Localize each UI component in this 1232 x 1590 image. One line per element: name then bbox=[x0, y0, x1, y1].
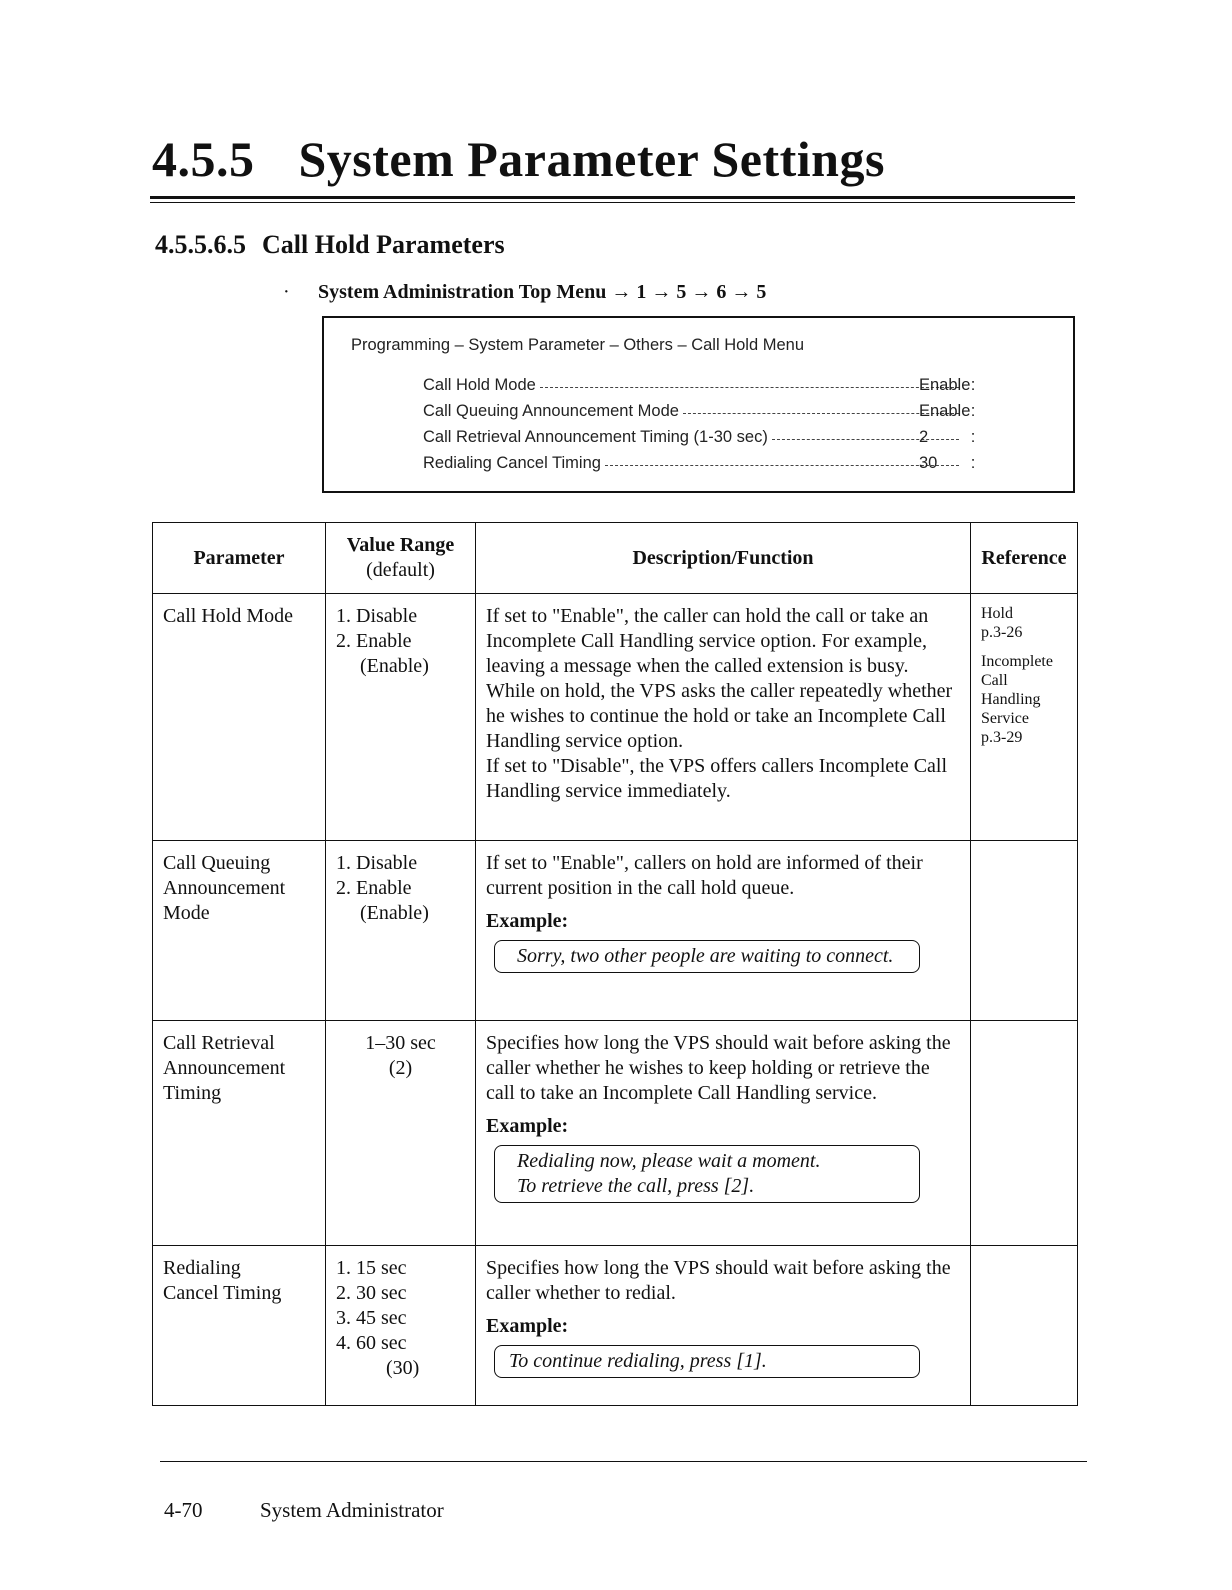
value-default: (2) bbox=[388, 1057, 413, 1079]
description-cell bbox=[476, 1246, 971, 1406]
footer-rule bbox=[160, 1461, 1087, 1462]
row-label: Redialing Cancel Timing bbox=[423, 454, 601, 472]
description-text: If set to "Enable", the caller can hold the call or take an Incomplete Call Handling service option. For example, leaving a message when the called extension is busy. bbox=[486, 605, 929, 677]
value-option: 1. 15 sec bbox=[336, 1257, 407, 1279]
value-default: (Enable) bbox=[360, 902, 429, 924]
value-option: 1. Disable bbox=[336, 605, 418, 627]
reference-cell bbox=[971, 1246, 1078, 1406]
example-text: To retrieve the call, press [2]. bbox=[517, 1175, 755, 1197]
parameter-name: Call Queuing bbox=[163, 852, 271, 874]
example-text: Redialing now, please wait a moment. bbox=[517, 1150, 821, 1172]
example-label: Example: bbox=[486, 1115, 569, 1137]
parameter-name: Timing bbox=[163, 1082, 222, 1104]
parameter-table bbox=[152, 522, 1078, 1406]
header-value-range bbox=[326, 523, 476, 594]
reference-link: Hold bbox=[981, 605, 1013, 622]
value-option: 1. Disable bbox=[336, 852, 418, 874]
example-text: Sorry, two other people are waiting to connect. bbox=[517, 945, 894, 967]
subsection-number: 4.5.5.6.5 bbox=[155, 230, 246, 259]
parameter-name: Announcement bbox=[163, 877, 286, 899]
page-title bbox=[152, 130, 885, 188]
table-row bbox=[153, 594, 1078, 841]
value-cell bbox=[326, 1246, 476, 1406]
row-value: 30 bbox=[919, 454, 938, 472]
description-text: If set to "Disable", the VPS offers callers Incomplete Call Handling service immediately. bbox=[486, 755, 948, 802]
menu-path: System Administration Top Menu → 1 → 5 → 6 → 5 bbox=[318, 281, 767, 303]
parameter-cell bbox=[153, 1246, 326, 1406]
colon: : bbox=[970, 376, 976, 394]
row-value: Enable bbox=[919, 402, 971, 420]
example-text: To continue redialing, press [1]. bbox=[509, 1350, 767, 1372]
table-row bbox=[153, 1246, 1078, 1406]
reference-cell bbox=[971, 1021, 1078, 1246]
example-label: Example: bbox=[486, 1315, 569, 1337]
value-cell bbox=[326, 1021, 476, 1246]
example-box bbox=[494, 940, 920, 973]
header-description: Description/Function bbox=[476, 523, 971, 594]
table-row bbox=[153, 1021, 1078, 1246]
subsection-heading bbox=[155, 230, 505, 260]
description-cell bbox=[476, 841, 971, 1021]
section-title: System Parameter Settings bbox=[298, 131, 885, 187]
leader bbox=[605, 465, 959, 466]
screen-row bbox=[423, 376, 983, 395]
parameter-name: Cancel Timing bbox=[163, 1282, 282, 1304]
screen-row bbox=[423, 402, 983, 421]
leader bbox=[683, 413, 959, 414]
colon: : bbox=[970, 454, 976, 472]
parameter-cell bbox=[153, 594, 326, 841]
colon: : bbox=[970, 428, 976, 446]
value-option: 2. Enable bbox=[336, 630, 412, 652]
example-box bbox=[494, 1145, 920, 1203]
parameter-name: Call Retrieval bbox=[163, 1032, 275, 1054]
header-parameter: Parameter bbox=[153, 523, 326, 594]
leader bbox=[540, 387, 959, 388]
header-reference: Reference bbox=[971, 523, 1078, 594]
reference-link: Incomplete Call Handling Service bbox=[981, 653, 1053, 727]
row-value: 2 bbox=[919, 428, 929, 446]
value-option: 4. 60 sec bbox=[336, 1332, 407, 1354]
row-label: Call Hold Mode bbox=[423, 376, 536, 394]
table-header bbox=[153, 523, 1078, 594]
value-cell bbox=[326, 594, 476, 841]
reference-cell bbox=[971, 594, 1078, 841]
value-default: (Enable) bbox=[360, 655, 429, 677]
parameter-name: Mode bbox=[163, 902, 210, 924]
bullet: · bbox=[283, 281, 290, 303]
reference-cell bbox=[971, 841, 1078, 1021]
screen-header: Programming – System Parameter – Others – Call Hold Menu bbox=[351, 336, 805, 354]
screen-row bbox=[423, 428, 983, 447]
description-text: Specifies how long the VPS should wait before asking the caller whether to redial. bbox=[486, 1257, 951, 1304]
value-range-label: Value Range bbox=[346, 534, 455, 556]
default-label: (default) bbox=[366, 559, 435, 581]
example-box bbox=[494, 1345, 920, 1378]
description-text: If set to "Enable", callers on hold are informed of their current position in the call hold queue. bbox=[486, 852, 923, 899]
title-rule bbox=[150, 196, 1075, 199]
row-value: Enable bbox=[919, 376, 971, 394]
value-option: 3. 45 sec bbox=[336, 1307, 407, 1329]
example-label: Example: bbox=[486, 910, 569, 932]
parameter-cell bbox=[153, 1021, 326, 1246]
row-label: Call Retrieval Announcement Timing (1-30 sec) bbox=[423, 428, 768, 446]
page-number: 4-70 bbox=[164, 1498, 203, 1522]
parameter-cell bbox=[153, 841, 326, 1021]
table-row bbox=[153, 841, 1078, 1021]
subsection-title: Call Hold Parameters bbox=[262, 230, 505, 259]
value-option: 2. 30 sec bbox=[336, 1282, 407, 1304]
colon: : bbox=[970, 402, 976, 420]
value-default: (30) bbox=[386, 1357, 420, 1379]
reference-page: p.3-29 bbox=[981, 729, 1023, 746]
description-text: While on hold, the VPS asks the caller repeatedly whether he wishes to continue the hold or take an Incomplete Call Handling service option. bbox=[486, 680, 953, 752]
screen-row bbox=[423, 454, 983, 473]
section-number: 4.5.5 bbox=[152, 131, 255, 187]
parameter-name: Announcement bbox=[163, 1057, 286, 1079]
leader bbox=[772, 439, 959, 440]
parameter-name: Call Hold Mode bbox=[163, 605, 293, 627]
description-text: Specifies how long the VPS should wait before asking the caller whether he wishes to keep holding or retrieve the call to take an Incomplete Call Handling service. bbox=[486, 1032, 951, 1104]
screen-box bbox=[322, 316, 1075, 493]
description-cell bbox=[476, 594, 971, 841]
value-cell bbox=[326, 841, 476, 1021]
value-range: 1–30 sec bbox=[365, 1032, 436, 1054]
value-option: 2. Enable bbox=[336, 877, 412, 899]
title-rule-thin bbox=[150, 202, 1075, 203]
footer-title: System Administrator bbox=[260, 1498, 444, 1522]
row-label: Call Queuing Announcement Mode bbox=[423, 402, 679, 420]
parameter-name: Redialing bbox=[163, 1257, 241, 1279]
description-cell bbox=[476, 1021, 971, 1246]
reference-page: p.3-26 bbox=[981, 624, 1023, 641]
